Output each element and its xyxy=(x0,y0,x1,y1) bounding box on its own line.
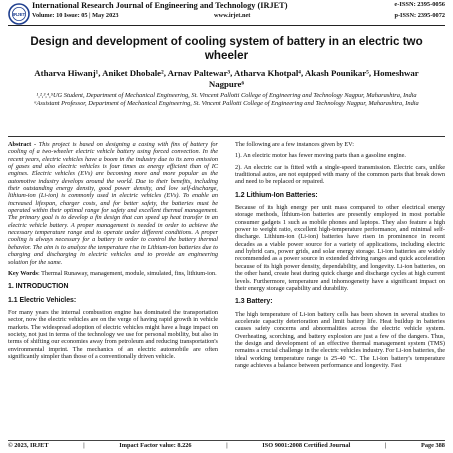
journal-title: International Research Journal of Engineering and Technology (IRJET) xyxy=(32,1,288,10)
left-column xyxy=(8,141,218,364)
footer-copyright: © 2023, IRJET xyxy=(8,442,49,449)
intro-paragraph: For many years the internal combustion engine has dominated the transportation sector, now the electric vehicles are on the verge of having rapid growth in vehicle markets. The widespread adoption of electric vehicles might have a huge impact on society, not just in terms of the technology we use for personal mobility, but also in terms of shifting our economies away from petroleum and reducing transportation's environmental imprint. The mechanics of an electric automobile are often significantly simpler than those of a conventionally driven vehicle. xyxy=(8,308,218,360)
footer-divider xyxy=(8,440,445,441)
footer-impact-factor: Impact Factor value: 8.226 xyxy=(119,442,192,449)
paper-title: Design and development of cooling system of battery in an electric two wheeler xyxy=(30,35,423,62)
keywords-label: Key Words xyxy=(8,269,38,277)
keywords xyxy=(8,270,218,277)
title-divider xyxy=(8,136,445,137)
right-column xyxy=(235,141,445,373)
section-heading-introduction: 1. INTRODUCTION xyxy=(8,283,69,291)
volume-issue: Volume: 10 Issue: 05 | May 2023 xyxy=(32,12,119,19)
logo-text: IRJET xyxy=(12,11,26,17)
ev-instance-2: 2). An electric car is fitted with a single-speed transmission. Electric cars, unlike traditional autos, are not equipped with many of the common parts that break down and need to be replaced or repaired. xyxy=(235,163,445,186)
ev-instances-intro: The following are a few instances given by EV: xyxy=(235,141,354,148)
ev-instance-1: 1). An electric motor has fewer moving parts than a gasoline engine. xyxy=(235,152,406,160)
issn-electronic: e-ISSN: 2395-0056 xyxy=(394,1,445,8)
affiliations xyxy=(30,92,423,108)
section-heading-electric-vehicles: 1.1 Electric Vehicles: xyxy=(8,296,77,304)
section-heading-battery: 1.3 Battery: xyxy=(235,298,273,306)
footer-page-number: Page 388 xyxy=(420,442,445,449)
journal-url[interactable]: www.irjet.net xyxy=(214,12,251,19)
author-list: Atharva Hiwanj¹, Aniket Dhobale², Arnav Paltewar³, Atharva Khotpal⁴, Akash Pounikar⁵, Homeshwar Nagpure⁶ xyxy=(34,68,419,89)
abstract xyxy=(8,141,218,266)
page-footer xyxy=(8,442,445,449)
section-heading-lithium-ion: 1.2 Lithium-Ion Batteries: xyxy=(235,191,318,199)
footer-separator: | xyxy=(226,442,228,449)
header-divider xyxy=(8,25,445,26)
abstract-label: Abstract - xyxy=(8,141,37,148)
footer-iso: ISO 9001:2008 Certified Journal xyxy=(262,442,351,449)
affiliation-students: ¹,²,³,⁴,⁵UG Student, Department of Mechanical Engineering, St. Vincent Pallotti College of Engineering and Technology Nagpur, Maharashtra, India xyxy=(36,92,417,99)
footer-separator: | xyxy=(384,442,387,449)
footer-separator: | xyxy=(83,442,85,449)
lithium-ion-paragraph: Because of its high energy per unit mass compared to other electrical energy storage methods, lithium-ion batteries are presently employed in most portable consumer gadgets 1 such as mobile phones and laptops. They also feature a high power to weight ratio, excellent high-temperature performance, and minimal self-discharge. Lithium-ion (Li-ion) batteries have risen in prominence in recent decades as a viable power source for a variety of applications, including electric and hybrid cars, power grids, and solar energy storage. Li-ion batteries are widely recommended as a power source in extended driving ranges and quick acceleration because of its high power density, dependability, and longevity. Li-ion batteries, on the other hand, create heat during quick charge and discharge cycles at high current levels. Furthermore, temperature and inhomogeneity have a significant impact on their energy storage capability and durability. xyxy=(235,204,445,292)
affiliation-professor: ⁶Assistant Professor, Department of Mechanical Engineering, St. Vincent Pallotti College of Engineering and Technology Nagpur, Maharashtra, India xyxy=(34,100,419,108)
battery-paragraph: The high temperature of Li-ion battery cells has been shown in several studies to accelerate capacity deterioration and limit battery life. Heat buildup in batteries causes safety concerns and abnormalities across the electric vehicle system. Overheating, scorching, and battery explosion are just a few of the dangers. Thus, the design and development of an effective thermal management system (TMS) remains a crucial challenge in the electric vehicles industry. For Li-ion batteries, the ideal working temperature range is 25-40 °C. The Li-ion battery's temperature range achieves a balance between performance and longevity. Fast xyxy=(235,310,445,369)
keywords-text: : Thermal Runaway, management, module, simulated, fins, lithium-ion. xyxy=(37,269,217,277)
abstract-text: This project is based on designing a casing with fins of battery for cooling of a two-wheeler electric vehicle battery using forced convection. In the recent years, electric vehicles have a boom in the industry due to its zero emission of gases and also electric vehicles is four times as energy efficient than of IC engines. Electric vehicles (EVs) are becoming more and more popular as the automotive industry develops around the world. Due to their benefits, including their outstanding energy density, good power density, and low self-discharge, lithium-ion (Li-ion) is commonly used in electric vehicles (EVs). To enable an increased lifespan, charger costs, and for better safety, the batteries must be operated within their optimal range for safety and excellent thermal management. The primary goal is to develop a fin design that can speed up heat transfer in an electric vehicle battery. A proper management is needed in order to achieve the necessary temperature range and to operate under different conditions. A proper cooling is always necessary for a battery in order to control the battery thermal behavior. The aim is to analyze the temperature rise in Lithium-ion batteries due to charging and discharging in electric vehicles and to provide an engineering solution for the same. xyxy=(8,141,218,266)
irjet-logo-icon xyxy=(8,3,30,25)
issn-print: p-ISSN: 2395-0072 xyxy=(394,12,445,19)
